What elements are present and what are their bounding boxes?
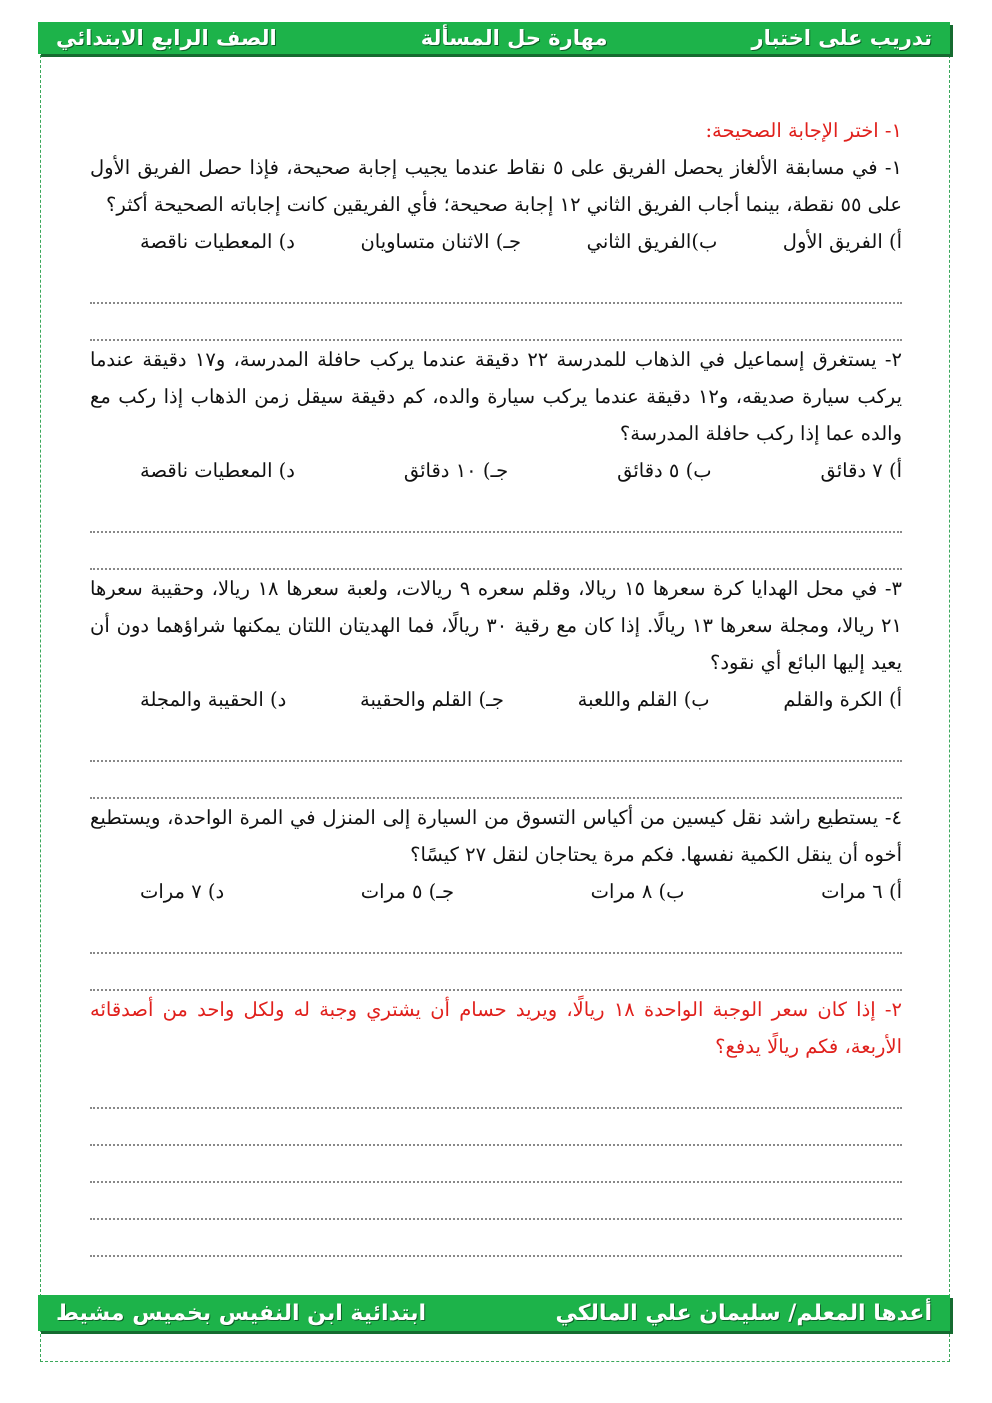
question-text: ٢- يستغرق إسماعيل في الذهاب للمدرسة ٢٢ دقيقة عندما يركب حافلة المدرسة، و١٧ دقيقة عندما يركب سيارة صديقه، و١٢ دقيقة عندما يركب سيارة والده، كم دقيقة سيقل زمن الذهاب إذا ركب مع والده عما إذا ركب حافلة المدرسة؟ [90, 348, 902, 445]
answer-line[interactable] [90, 910, 902, 954]
header-band [38, 22, 950, 54]
choice-c[interactable]: جـ) ٥ مرات [360, 880, 455, 903]
choice-c[interactable]: جـ) ١٠ دقائق [403, 459, 509, 482]
choices [90, 452, 902, 489]
answer-line[interactable] [90, 762, 902, 799]
choices [90, 873, 902, 910]
answer-line[interactable] [90, 533, 902, 570]
choice-d[interactable]: د) المعطيات ناقصة [140, 230, 295, 253]
choice-a[interactable]: أ) الكرة والقلم [783, 688, 902, 711]
footer-band [38, 1295, 950, 1331]
choice-a[interactable]: أ) الفريق الأول [782, 230, 902, 253]
choice-a[interactable]: أ) ٦ مرات [821, 880, 902, 903]
choice-d[interactable]: د) الحقيبة والمجلة [140, 688, 287, 711]
choice-d[interactable]: د) ٧ مرات [140, 880, 225, 903]
answer-line[interactable] [90, 260, 902, 304]
header-grade: الصف الرابع الابتدائي [56, 26, 277, 50]
choice-c[interactable]: جـ) الاثنان متساويان [360, 230, 522, 253]
choice-b[interactable]: ب) القلم واللعبة [577, 688, 710, 711]
question-text: ٣- في محل الهدايا كرة سعرها ١٥ ريالا، وقلم سعره ٩ ريالات، ولعبة سعرها ١٨ ريالا، وحقيبة سعرها ٢١ ريالا، ومجلة سعرها ١٣ ريالًا. إذا كان مع رقية ٣٠ ريالًا، فما الهديتان اللتان يمكنها شراؤهما دون أن يعيد إليها البائع أي نقود؟ [90, 577, 902, 674]
answer-line[interactable] [90, 1220, 902, 1257]
answer-line[interactable] [90, 1109, 902, 1146]
section1-title: ١- اختر الإجابة الصحيحة: [705, 119, 902, 142]
footer-teacher: أعدها المعلم/ سليمان علي المالكي [555, 1300, 932, 1326]
choice-d[interactable]: د) المعطيات ناقصة [140, 459, 295, 482]
question-text: ١- في مسابقة الألغاز يحصل الفريق على ٥ نقاط عندما يجيب إجابة صحيحة، فإذا حصل الفريق الأول على ٥٥ نقطة، بينما أجاب الفريق الثاني ١٢ إجابة صحيحة؛ فأي الفريقين كانت إجاباته الصحيحة أكثر؟ [90, 156, 902, 216]
answer-line[interactable] [90, 489, 902, 533]
section2-question-text: ٢- إذا كان سعر الوجبة الواحدة ١٨ ريالًا، ويريد حسام أن يشتري وجبة له ولكل واحد من أصدقائه الأربعة، فكم ريالًا يدفع؟ [90, 998, 902, 1058]
header-skill-title: مهارة حل المسألة [420, 26, 608, 50]
choices [90, 681, 902, 718]
choice-a[interactable]: أ) ٧ دقائق [820, 459, 902, 482]
answer-line[interactable] [90, 718, 902, 762]
header-test-title: تدريب على اختبار [751, 26, 932, 50]
answer-line[interactable] [90, 1065, 902, 1109]
question-2 [90, 341, 902, 570]
answer-line[interactable] [90, 954, 902, 991]
choice-b[interactable]: ب) ٥ دقائق [617, 459, 712, 482]
question-1 [90, 149, 902, 341]
question-4 [90, 799, 902, 991]
choice-b[interactable]: ب) ٨ مرات [590, 880, 685, 903]
choice-b[interactable]: ب)الفريق الثاني [586, 230, 718, 253]
question-section2 [90, 991, 902, 1257]
worksheet-content [90, 112, 902, 1257]
footer-school: ابتدائية ابن النفيس بخميس مشيط [56, 1300, 427, 1326]
question-text: ٤- يستطيع راشد نقل كيسين من أكياس التسوق من السيارة إلى المنزل في المرة الواحدة، ويستطيع أخوه أن ينقل الكمية نفسها. فكم مرة يحتاجان لنقل ٢٧ كيسًا؟ [90, 806, 902, 866]
answer-line[interactable] [90, 1146, 902, 1183]
answer-line[interactable] [90, 1183, 902, 1220]
choice-c[interactable]: جـ) القلم والحقيبة [360, 688, 504, 711]
answer-line[interactable] [90, 304, 902, 341]
choices [90, 223, 902, 260]
question-3 [90, 570, 902, 799]
